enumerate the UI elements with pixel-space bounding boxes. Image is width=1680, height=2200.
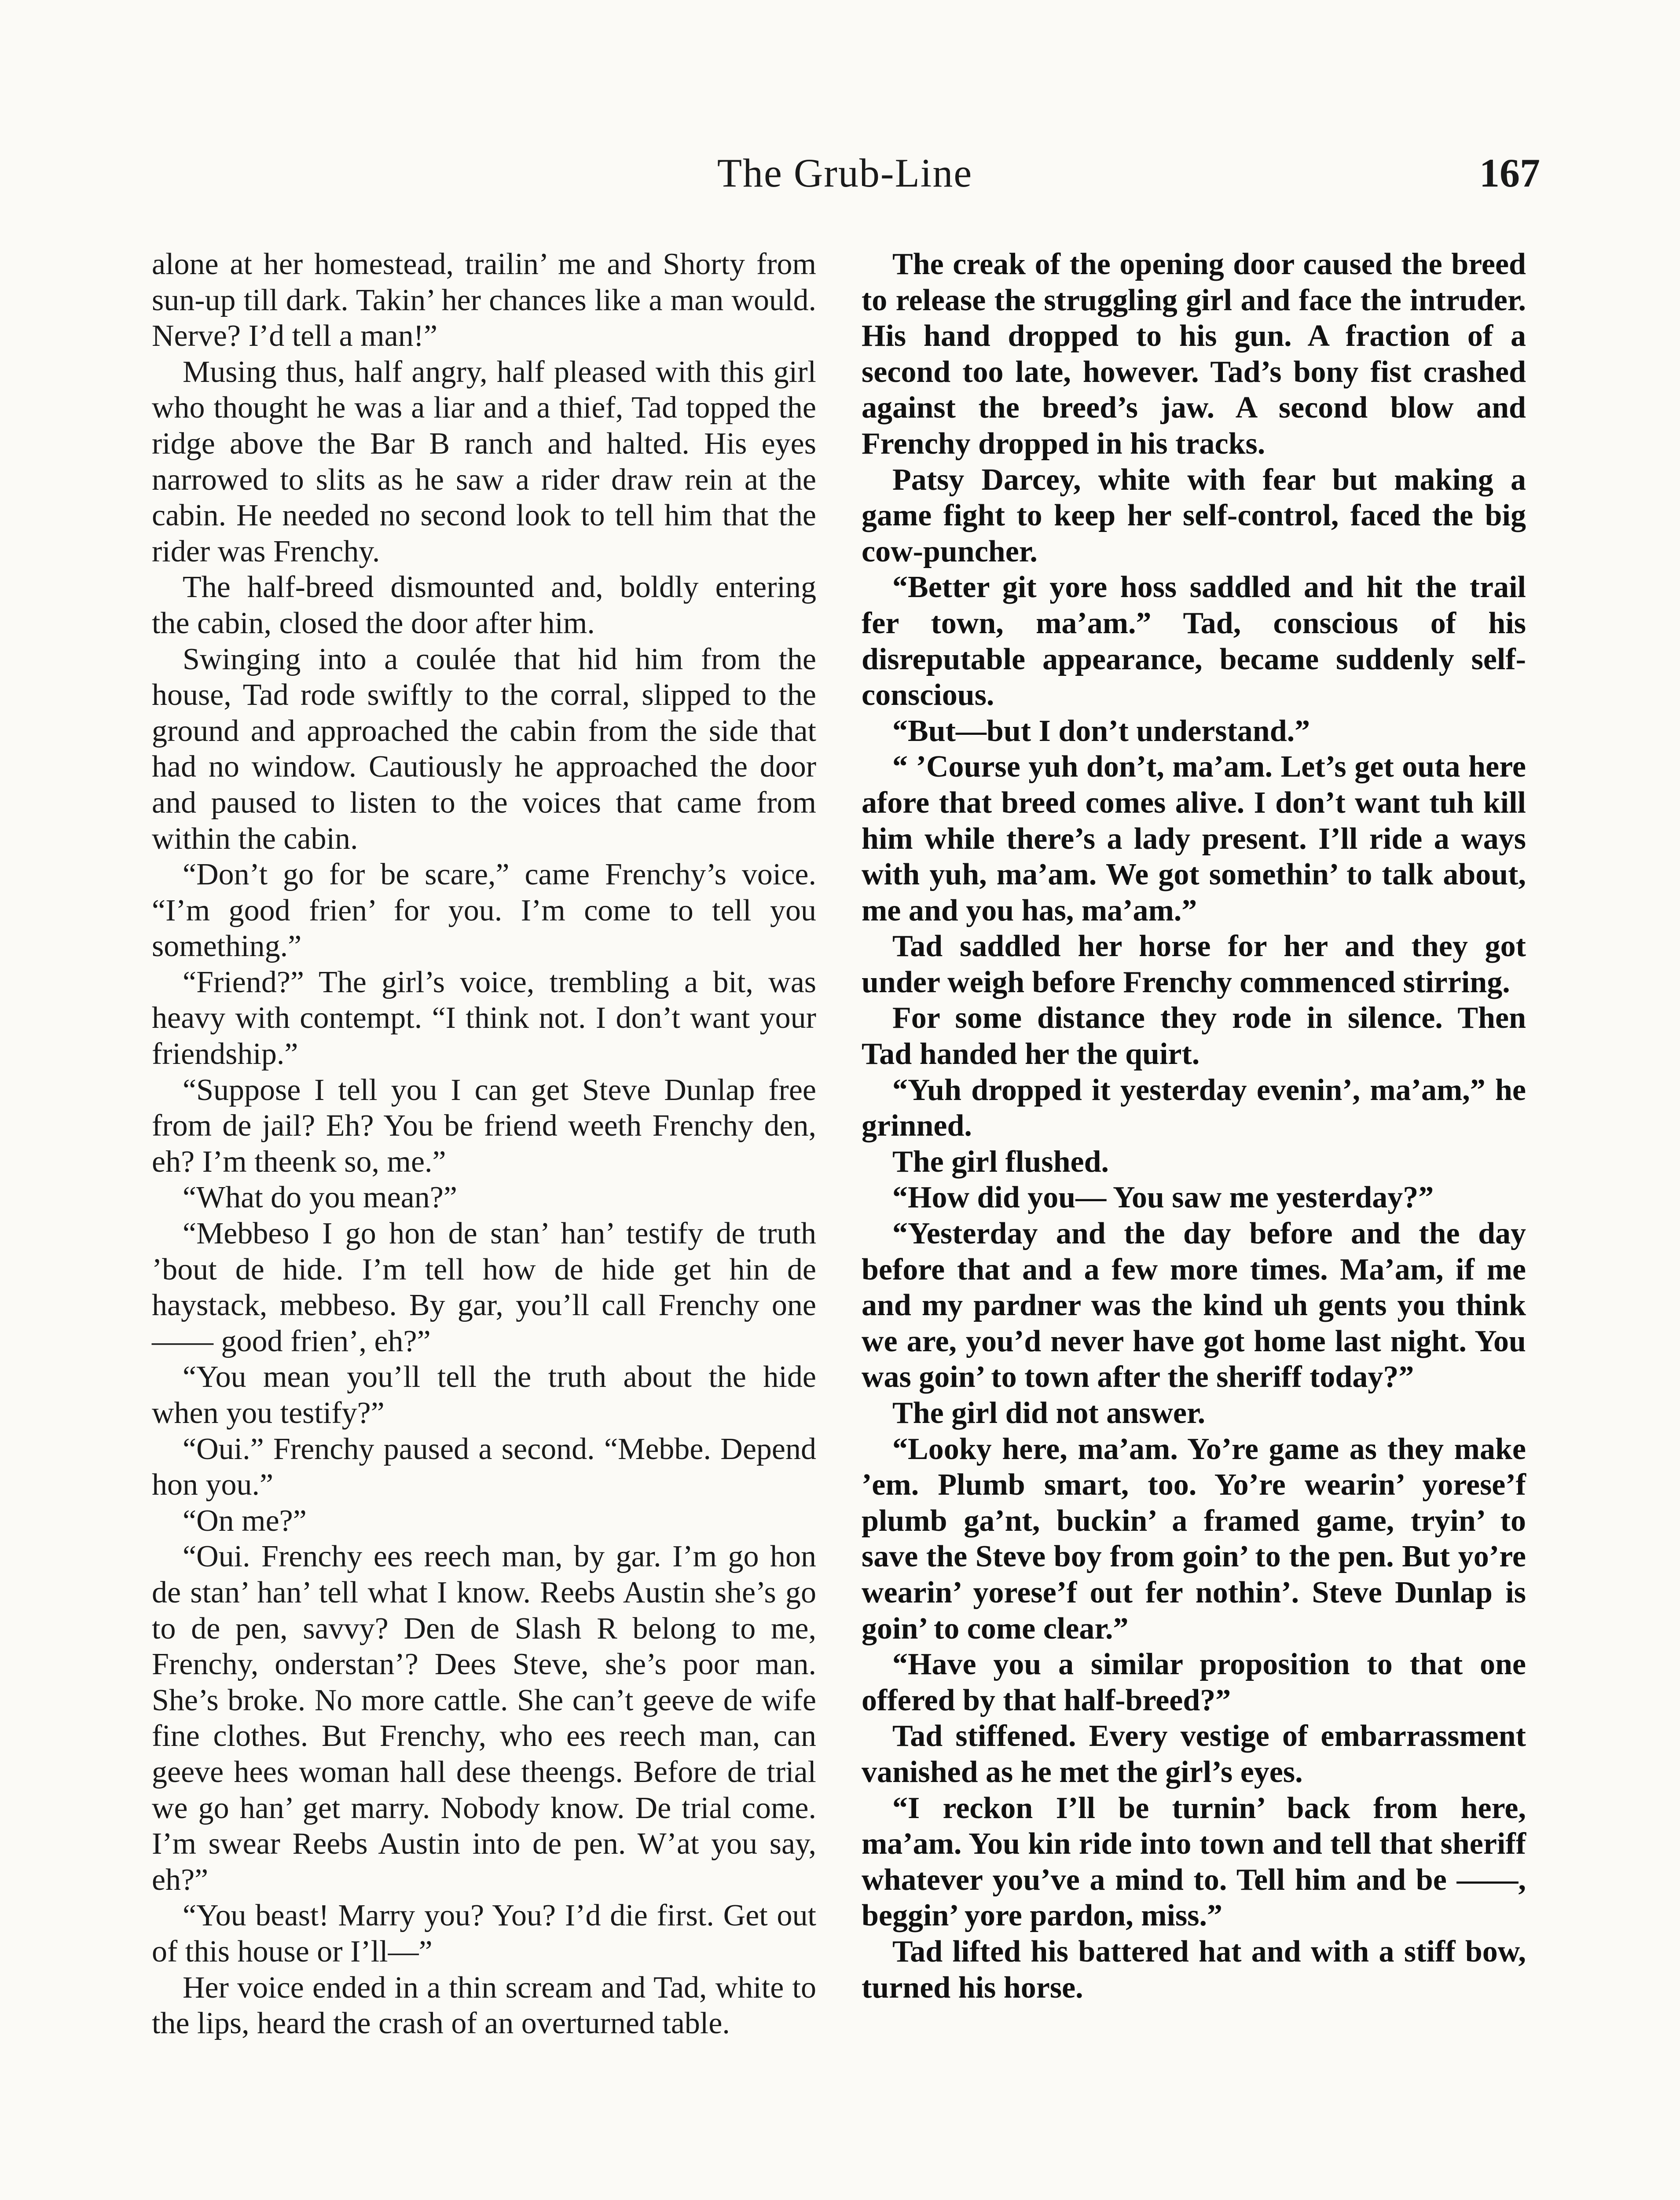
paragraph: “Looky here, ma’am. Yo’re game as they make ’em. Plumb smart, too. Yo’re wearin’ yorese’f plumb ga’nt, buckin’ a framed game, tryin’ to save the Steve boy from goin’ to the pen. But yo’re wearin’ yorese’f out fer nothin’. Steve Dunlap is goin’ to come clear.” [862, 1432, 1526, 1646]
paragraph: Tad stiffened. Every vestige of embarrassment vanished as he met the girl’s eyes. [862, 1719, 1526, 1789]
paragraph: The creak of the opening door caused the breed to release the struggling girl and face the intruder. His hand dropped to his gun. A fraction of a second too late, however. Tad’s bony fist crashed against the breed’s jaw. A second blow and Frenchy dropped in his tracks. [862, 247, 1526, 461]
paragraph: “You beast! Marry you? You? I’d die first. Get out of this house or I’ll—” [152, 1899, 816, 1969]
left-column [152, 246, 816, 2042]
paragraph: Swinging into a coulée that hid him from the house, Tad rode swiftly to the corral, slipped to the ground and approached the cabin from the side that had no window. Cautiously he approached the door and paused to listen to the voices that came from within the cabin. [152, 642, 816, 856]
paragraph: “Yesterday and the day before and the day before that and a few more times. Ma’am, if me and my pardner was the kind uh gents you think we are, you’d never have got home last night. You was goin’ to town after the sheriff today?” [862, 1217, 1526, 1394]
paragraph: “What do you mean?” [183, 1181, 457, 1215]
paragraph: “Oui.” Frenchy paused a second. “Mebbe. Depend hon you.” [152, 1432, 816, 1502]
right-column [862, 246, 1526, 2006]
paragraph: The girl did not answer. [892, 1396, 1206, 1430]
paragraph: “How did you— You saw me yesterday?” [892, 1181, 1434, 1215]
paragraph: The half-breed dismounted and, boldly entering the cabin, closed the door after him. [152, 570, 816, 640]
paragraph: “I reckon I’ll be turnin’ back from here, ma’am. You kin ride into town and tell that sheriff whatever you’ve a mind to. Tell him and be ——, beggin’ yore pardon, miss.” [862, 1791, 1526, 1933]
paragraph: Musing thus, half angry, half pleased with this girl who thought he was a liar and a thief, Tad topped the ridge above the Bar B ranch and halted. His eyes narrowed to slits as he saw a rider draw rein at the cabin. He needed no second look to tell him that the rider was Frenchy. [152, 355, 816, 568]
paragraph: “On me?” [183, 1503, 307, 1538]
paragraph: “Have you a similar proposition to that one offered by that half-breed?” [862, 1647, 1526, 1717]
paragraph: For some distance they rode in silence. Then Tad handed her the quirt. [862, 1001, 1526, 1071]
paragraph: Patsy Darcey, white with fear but making a game fight to keep her self-control, faced the big cow-puncher. [862, 462, 1526, 568]
paragraph: “You mean you’ll tell the truth about the hide when you testify?” [152, 1360, 816, 1430]
paragraph: “Friend?” The girl’s voice, trembling a bit, was heavy with contempt. “I think not. I don’t want your friendship.” [152, 965, 816, 1071]
paragraph: Tad lifted his battered hat and with a stiff bow, turned his horse. [862, 1934, 1526, 2005]
paragraph: “ ’Course yuh don’t, ma’am. Let’s get outa here afore that breed comes alive. I don’t want tuh kill him while there’s a lady present. I’ll ride a ways with yuh, ma’am. We got somethin’ to talk about, me and you has, ma’am.” [862, 750, 1526, 928]
paragraph: Her voice ended in a thin scream and Tad, white to the lips, heard the crash of an overturned table. [152, 1970, 816, 2041]
paragraph: Tad saddled her horse for her and they got under weigh before Frenchy commenced stirring. [862, 929, 1526, 999]
paragraph: “Mebbeso I go hon de stan’ han’ testify de truth ’bout de hide. I’m tell how de hide get hin de haystack, mebbeso. By gar, you’ll call Frenchy one —— good frien’, eh?” [152, 1217, 816, 1358]
paragraph: “But—but I don’t understand.” [892, 714, 1310, 748]
page-number: 167 [1479, 150, 1540, 195]
paragraph: “Oui. Frenchy ees reech man, by gar. I’m go hon de stan’ han’ tell what I know. Reebs Austin she’s go to de pen, savvy? Den de Slash R belong to me, Frenchy, onderstan’? Dees Steve, she’s poor man. She’s broke. No more cattle. She can’t geeve de wife fine clothes. But Frenchy, who ees reech man, can geeve hees woman hall dese theengs. Before de trial we go han’ get marry. Nobody know. De trial come. I’m swear Reebs Austin into de pen. W’at you say, eh?” [152, 1540, 816, 1897]
paragraph: The girl flushed. [892, 1144, 1109, 1179]
paragraph: “Yuh dropped it yesterday evenin’, ma’am,” he grinned. [862, 1073, 1526, 1143]
running-title: The Grub-Line [717, 150, 973, 195]
paragraph: “Don’t go for be scare,” came Frenchy’s voice. “I’m good frien’ for you. I’m come to tell you something.” [152, 858, 816, 964]
paragraph: “Better git yore hoss saddled and hit the trail fer town, ma’am.” Tad, conscious of his disreputable appearance, became suddenly self-conscious. [862, 570, 1526, 712]
paragraph: “Suppose I tell you I can get Steve Dunlap free from de jail? Eh? You be friend weeth Frenchy den, eh? I’m theenk so, me.” [152, 1073, 816, 1179]
running-head [150, 150, 1540, 207]
paragraph: alone at her homestead, trailin’ me and Shorty from sun-up till dark. Takin’ her chances like a man would. Nerve? I’d tell a man!” [152, 247, 816, 353]
